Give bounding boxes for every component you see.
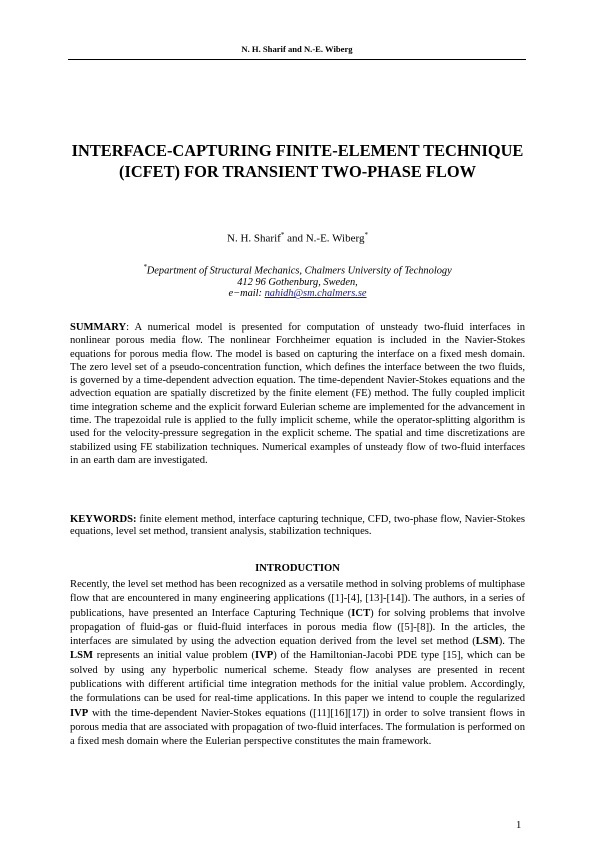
affiliation-email-line: [60, 288, 535, 300]
keywords-paragraph: [70, 514, 525, 537]
author-line: [60, 231, 535, 245]
affiliation-block: [60, 262, 535, 300]
header-rule: [68, 59, 526, 60]
keywords-text: finite element method, interface capturing technique, CFD, two-phase flow, Navier-Stokes equations, level set method, transient analysis, stabilization techniques.: [70, 514, 525, 537]
paper-title: INTERFACE-CAPTURING FINITE-ELEMENT TECHNIQUE (ICFET) FOR TRANSIENT TWO-PHASE FLOW: [71, 141, 524, 181]
affiliation-address: 412 96 Gothenburg, Sweden,: [237, 276, 358, 288]
author-2-affiliation-mark: *: [364, 231, 368, 239]
term-ict: ICT: [351, 607, 371, 619]
term-ivp: IVP: [70, 707, 89, 719]
email-link[interactable]: nahidh@sm.chalmers.se: [264, 288, 367, 300]
introduction-paragraph: Recently, the level set method has been recognized as a versatile method in solving problems of multiphase flow that are encountered in many engineering applications ([1]-[4], [13]-[14]). The authors, in a series of publications, have presented an Interface Capturing Technique (ICT) for solving problems that involve propagation of fluid-gas or fluid-fluid interfaces in porous media flow ([5]-[8]). In the articles, the interfaces are simulated by using the advection equation derived from the level set method (LSM). The LSM represents an initial value problem (IVP) of the Hamiltonian-Jacobi PDE type [15], which can be solved by using any hyperbolic numerical scheme. Steady flow analyses are presented in recent publications with different artificial time integration methods for the initial value problem. Accordingly, the formulations can be used for real-time applications. In this paper we intend to couple the regularized IVP with the time-dependent Navier-Stokes equations ([11][16][17]) in order to solve transient flows in porous media that are associated with propagation of two-fluid interfaces. The formulation is performed on a fixed mesh domain where the Eulerian perspective constitutes the main framework.: [70, 579, 526, 748]
term-lsm: LSM: [475, 636, 499, 648]
summary-paragraph: [70, 321, 525, 467]
term-lsm: LSM: [70, 650, 93, 662]
summary-text: : A numerical model is presented for computation of unsteady two-fluid interfaces in nonlinear porous media flow. The nonlinear Forchheimer equation is included in the Navier-Stokes equations for porous media flow. The model is based on capturing the interface on a fixed mesh domain. The zero level set of a pseudo-concentration function, which defines the interface between the two fluids, is governed by a time-dependent advection equation. The time-dependent Navier-Stokes equations and the advection equation are spatially discretized by the finite element (FE) method. The fully coupled implicit time integration scheme and the explicit forward Eulerian scheme are implemented for the advancement in time. The trapezoidal rule is applied to the fully implicit scheme, while the operator-splitting algorithm is used for the velocity-pressure segregation in the explicit scheme. The spatial and time discretizations are stabilized using FE stabilization techniques. Numerical examples of unsteady flow of two-fluid interfaces in an earth dam are investigated.: [70, 322, 525, 466]
affiliation-mark: *: [143, 263, 147, 271]
affiliation-department: *Department of Structural Mechanics, Chalmers University of Technology: [143, 263, 452, 277]
author-1-affiliation-mark: *: [280, 231, 285, 239]
page-number: 1: [516, 820, 522, 831]
author-2: N.-E. Wiberg: [305, 232, 365, 245]
term-ivp: IVP: [254, 650, 274, 662]
author-1: N. H. Sharif: [227, 232, 281, 245]
keywords-label: KEYWORDS:: [70, 514, 137, 525]
author-conjunction: and: [284, 232, 306, 245]
summary-label: SUMMARY: [70, 322, 127, 333]
email-label: e−mail:: [228, 288, 265, 300]
section-heading-introduction: INTRODUCTION: [255, 563, 340, 574]
running-head: N. H. Sharif and N.-E. Wiberg: [241, 44, 353, 54]
